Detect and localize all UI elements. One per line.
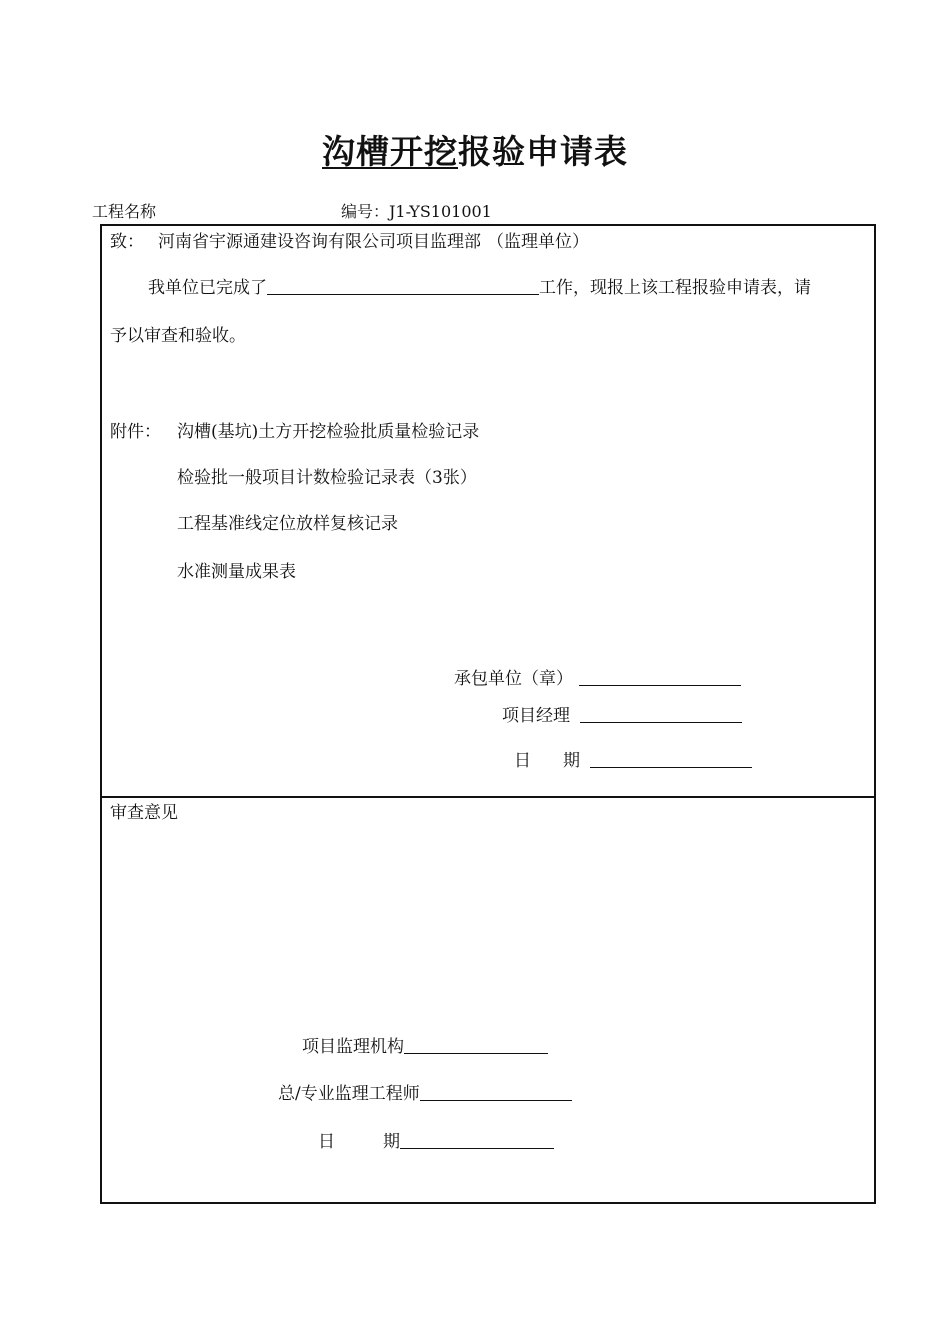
attachment-item: 检验批一般项目计数检验记录表（3张） xyxy=(177,468,477,488)
addressee-unit: 河南省宇源通建设咨询有限公司项目监理部 xyxy=(158,232,481,252)
application-form-frame xyxy=(100,224,876,1204)
date-label-b: 期 xyxy=(563,751,580,771)
contractor-label: 承包单位（章） xyxy=(454,669,573,689)
engineer-blank[interactable] xyxy=(420,1082,572,1101)
application-date-blank[interactable] xyxy=(590,749,752,768)
attachment-item: 沟槽(基坑)土方开挖检验批质量检验记录 xyxy=(177,422,480,442)
review-date-blank[interactable] xyxy=(400,1130,554,1149)
manager-label: 项目经理 xyxy=(502,706,570,726)
manager-signature xyxy=(502,704,742,728)
supervision-org-signature xyxy=(302,1035,548,1059)
org-blank[interactable] xyxy=(404,1035,548,1054)
serial-value: J1-YS101001 xyxy=(389,202,492,221)
manager-blank[interactable] xyxy=(580,704,742,723)
engineer-signature xyxy=(278,1082,572,1106)
addressee xyxy=(110,230,589,254)
engineer-label: 总/专业监理工程师 xyxy=(278,1084,420,1104)
body-line-1 xyxy=(148,276,811,300)
attachment-item: 水准测量成果表 xyxy=(177,562,296,582)
serial-label: 编号： xyxy=(341,202,390,221)
application-date xyxy=(514,749,752,773)
date-label-a: 日 xyxy=(514,751,531,771)
body-part2: 工作，现报上该工程报验申请表，请 xyxy=(539,278,811,298)
form-title-underlined: 沟槽开挖 xyxy=(322,132,458,171)
body-part1: 我单位已完成了 xyxy=(148,278,267,298)
review-date-label-a: 日 xyxy=(318,1132,335,1152)
form-title xyxy=(0,128,950,176)
attachment-item: 工程基准线定位放样复核记录 xyxy=(177,514,398,534)
contractor-signature xyxy=(454,667,741,691)
project-name-label: 工程名称 xyxy=(92,202,157,221)
org-label: 项目监理机构 xyxy=(302,1037,404,1057)
review-heading: 审查意见 xyxy=(110,803,178,823)
review-date xyxy=(318,1130,554,1154)
contractor-blank[interactable] xyxy=(579,667,741,686)
attachments-label: 附件： xyxy=(110,422,161,442)
addressee-prefix: 致： xyxy=(110,232,144,252)
review-date-label-b: 期 xyxy=(383,1132,400,1152)
work-name-blank[interactable] xyxy=(267,276,539,295)
addressee-role: （监理单位） xyxy=(487,232,589,252)
serial-number xyxy=(341,200,492,224)
body-part3: 予以审查和验收。 xyxy=(110,326,246,346)
section-divider xyxy=(102,796,874,798)
form-title-rest: 报验申请表 xyxy=(458,132,628,171)
